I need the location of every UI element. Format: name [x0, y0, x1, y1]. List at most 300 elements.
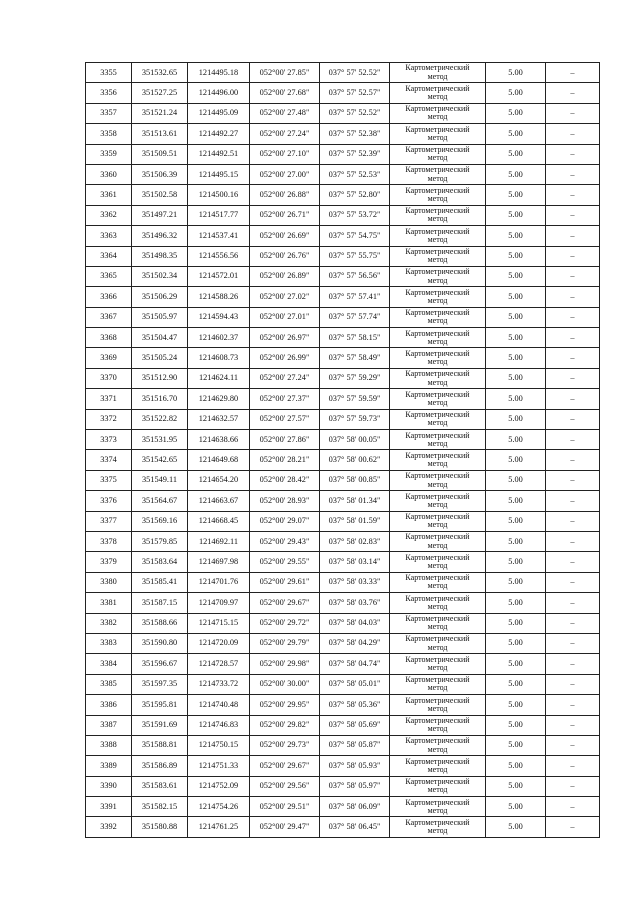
method-label-line1: Картометрический	[405, 287, 470, 297]
latitude-cell: 052°00' 27.68"	[250, 83, 320, 103]
method-label-line1: Картометрический	[405, 145, 470, 155]
note-cell: –	[546, 695, 600, 715]
table-row	[86, 389, 600, 409]
longitude-cell: 037° 57' 52.57"	[320, 83, 390, 103]
method-label-line2: метод	[427, 357, 448, 367]
method-label-line2: метод	[427, 561, 448, 571]
longitude-cell: 037° 57' 52.52"	[320, 63, 390, 83]
method-label-line1: Картометрический	[405, 226, 470, 236]
point-number-cell: 3380	[86, 572, 132, 592]
note-cell: –	[546, 185, 600, 205]
y-coordinate-cell: 1214751.33	[188, 756, 250, 776]
latitude-cell: 052°00' 29.98"	[250, 654, 320, 674]
x-coordinate-cell: 351588.66	[132, 613, 188, 633]
point-number-cell: 3392	[86, 817, 132, 837]
latitude-cell: 052°00' 29.82"	[250, 715, 320, 735]
point-number-cell: 3369	[86, 348, 132, 368]
longitude-cell: 037° 58' 03.76"	[320, 593, 390, 613]
method-label-line1: Картометрический	[405, 410, 470, 420]
y-coordinate-cell: 1214761.25	[188, 817, 250, 837]
table-row	[86, 470, 600, 490]
accuracy-cell: 5.00	[486, 205, 546, 225]
longitude-cell: 037° 57' 59.73"	[320, 409, 390, 429]
latitude-cell: 052°00' 28.42"	[250, 470, 320, 490]
table-row	[86, 124, 600, 144]
longitude-cell: 037° 58' 01.34"	[320, 491, 390, 511]
longitude-cell: 037° 58' 03.33"	[320, 572, 390, 592]
y-coordinate-cell: 1214632.57	[188, 409, 250, 429]
table-row	[86, 797, 600, 817]
point-number-cell: 3376	[86, 491, 132, 511]
method-label-line1: Картометрический	[405, 614, 470, 624]
longitude-cell: 037° 57' 56.56"	[320, 266, 390, 286]
longitude-cell: 037° 57' 52.80"	[320, 185, 390, 205]
latitude-cell: 052°00' 27.01"	[250, 307, 320, 327]
latitude-cell: 052°00' 29.95"	[250, 695, 320, 715]
latitude-cell: 052°00' 26.71"	[250, 205, 320, 225]
method-label-line1: Картометрический	[405, 389, 470, 399]
method-label-line1: Картометрический	[405, 552, 470, 562]
method-label-line1: Картометрический	[405, 491, 470, 501]
method-label-line1: Картометрический	[405, 165, 470, 175]
longitude-cell: 037° 57' 52.38"	[320, 124, 390, 144]
y-coordinate-cell: 1214663.67	[188, 491, 250, 511]
longitude-cell: 037° 58' 02.83"	[320, 531, 390, 551]
y-coordinate-cell: 1214594.43	[188, 307, 250, 327]
y-coordinate-cell: 1214537.41	[188, 226, 250, 246]
method-cell	[390, 307, 486, 327]
table-row	[86, 776, 600, 796]
table-row	[86, 144, 600, 164]
latitude-cell: 052°00' 29.67"	[250, 593, 320, 613]
method-label-line2: метод	[427, 540, 448, 550]
coordinates-table	[85, 62, 600, 838]
point-number-cell: 3364	[86, 246, 132, 266]
point-number-cell: 3363	[86, 226, 132, 246]
method-cell	[390, 633, 486, 653]
latitude-cell: 052°00' 26.88"	[250, 185, 320, 205]
y-coordinate-cell: 1214495.09	[188, 103, 250, 123]
accuracy-cell: 5.00	[486, 715, 546, 735]
table-row	[86, 409, 600, 429]
y-coordinate-cell: 1214728.57	[188, 654, 250, 674]
point-number-cell: 3381	[86, 593, 132, 613]
table-row	[86, 491, 600, 511]
accuracy-cell: 5.00	[486, 450, 546, 470]
x-coordinate-cell: 351513.61	[132, 124, 188, 144]
method-cell	[390, 695, 486, 715]
point-number-cell: 3373	[86, 430, 132, 450]
latitude-cell: 052°00' 26.99"	[250, 348, 320, 368]
table-row	[86, 430, 600, 450]
note-cell: –	[546, 756, 600, 776]
table-row	[86, 226, 600, 246]
accuracy-cell: 5.00	[486, 695, 546, 715]
note-cell: –	[546, 430, 600, 450]
method-label-line2: метод	[427, 499, 448, 509]
note-cell: –	[546, 776, 600, 796]
method-label-line2: метод	[427, 601, 448, 611]
method-label-line1: Картометрический	[405, 573, 470, 583]
y-coordinate-cell: 1214701.76	[188, 572, 250, 592]
longitude-cell: 037° 58' 05.69"	[320, 715, 390, 735]
accuracy-cell: 5.00	[486, 409, 546, 429]
y-coordinate-cell: 1214602.37	[188, 328, 250, 348]
latitude-cell: 052°00' 27.24"	[250, 368, 320, 388]
x-coordinate-cell: 351569.16	[132, 511, 188, 531]
method-cell	[390, 164, 486, 184]
point-number-cell: 3382	[86, 613, 132, 633]
y-coordinate-cell: 1214746.83	[188, 715, 250, 735]
latitude-cell: 052°00' 28.21"	[250, 450, 320, 470]
method-label-line2: метод	[427, 234, 448, 244]
note-cell: –	[546, 613, 600, 633]
accuracy-cell: 5.00	[486, 756, 546, 776]
note-cell: –	[546, 164, 600, 184]
y-coordinate-cell: 1214495.15	[188, 164, 250, 184]
x-coordinate-cell: 351532.65	[132, 63, 188, 83]
longitude-cell: 037° 57' 59.29"	[320, 368, 390, 388]
method-cell	[390, 103, 486, 123]
accuracy-cell: 5.00	[486, 246, 546, 266]
point-number-cell: 3379	[86, 552, 132, 572]
method-label-line1: Картометрический	[405, 715, 470, 725]
longitude-cell: 037° 58' 04.29"	[320, 633, 390, 653]
latitude-cell: 052°00' 26.97"	[250, 328, 320, 348]
note-cell: –	[546, 348, 600, 368]
method-cell	[390, 511, 486, 531]
latitude-cell: 052°00' 26.76"	[250, 246, 320, 266]
method-cell	[390, 756, 486, 776]
note-cell: –	[546, 491, 600, 511]
x-coordinate-cell: 351527.25	[132, 83, 188, 103]
method-cell	[390, 552, 486, 572]
y-coordinate-cell: 1214492.51	[188, 144, 250, 164]
note-cell: –	[546, 83, 600, 103]
method-label-line1: Картометрический	[405, 512, 470, 522]
point-number-cell: 3383	[86, 633, 132, 653]
method-cell	[390, 348, 486, 368]
method-cell	[390, 450, 486, 470]
x-coordinate-cell: 351521.24	[132, 103, 188, 123]
x-coordinate-cell: 351531.95	[132, 430, 188, 450]
longitude-cell: 037° 57' 57.74"	[320, 307, 390, 327]
method-label-line2: метод	[427, 581, 448, 591]
y-coordinate-cell: 1214668.45	[188, 511, 250, 531]
point-number-cell: 3355	[86, 63, 132, 83]
y-coordinate-cell: 1214709.97	[188, 593, 250, 613]
y-coordinate-cell: 1214740.48	[188, 695, 250, 715]
accuracy-cell: 5.00	[486, 593, 546, 613]
method-cell	[390, 470, 486, 490]
table-row	[86, 613, 600, 633]
table-row	[86, 511, 600, 531]
point-number-cell: 3361	[86, 185, 132, 205]
y-coordinate-cell: 1214720.09	[188, 633, 250, 653]
y-coordinate-cell: 1214715.15	[188, 613, 250, 633]
table-row	[86, 348, 600, 368]
method-label-line2: метод	[427, 295, 448, 305]
method-label-line2: метод	[427, 764, 448, 774]
point-number-cell: 3365	[86, 266, 132, 286]
point-number-cell: 3358	[86, 124, 132, 144]
note-cell: –	[546, 817, 600, 837]
longitude-cell: 037° 58' 05.93"	[320, 756, 390, 776]
accuracy-cell: 5.00	[486, 103, 546, 123]
note-cell: –	[546, 63, 600, 83]
x-coordinate-cell: 351585.41	[132, 572, 188, 592]
point-number-cell: 3372	[86, 409, 132, 429]
y-coordinate-cell: 1214572.01	[188, 266, 250, 286]
method-label-line2: метод	[427, 173, 448, 183]
y-coordinate-cell: 1214692.11	[188, 531, 250, 551]
y-coordinate-cell: 1214750.15	[188, 735, 250, 755]
method-cell	[390, 328, 486, 348]
method-label-line2: метод	[427, 112, 448, 122]
longitude-cell: 037° 58' 06.45"	[320, 817, 390, 837]
note-cell: –	[546, 715, 600, 735]
method-label-line2: метод	[427, 805, 448, 815]
note-cell: –	[546, 450, 600, 470]
table-row	[86, 531, 600, 551]
accuracy-cell: 5.00	[486, 552, 546, 572]
table-row	[86, 817, 600, 837]
accuracy-cell: 5.00	[486, 328, 546, 348]
latitude-cell: 052°00' 26.69"	[250, 226, 320, 246]
method-label-line1: Картометрический	[405, 654, 470, 664]
accuracy-cell: 5.00	[486, 389, 546, 409]
accuracy-cell: 5.00	[486, 572, 546, 592]
method-label-line1: Картометрический	[405, 777, 470, 787]
method-label-line1: Картометрический	[405, 532, 470, 542]
latitude-cell: 052°00' 27.00"	[250, 164, 320, 184]
x-coordinate-cell: 351504.47	[132, 328, 188, 348]
method-label-line2: метод	[427, 316, 448, 326]
method-cell	[390, 797, 486, 817]
note-cell: –	[546, 654, 600, 674]
point-number-cell: 3375	[86, 470, 132, 490]
table-row	[86, 164, 600, 184]
table-row	[86, 246, 600, 266]
y-coordinate-cell: 1214638.66	[188, 430, 250, 450]
note-cell: –	[546, 328, 600, 348]
x-coordinate-cell: 351591.69	[132, 715, 188, 735]
latitude-cell: 052°00' 27.48"	[250, 103, 320, 123]
table-row	[86, 368, 600, 388]
method-label-line2: метод	[427, 622, 448, 632]
method-cell	[390, 715, 486, 735]
longitude-cell: 037° 58' 00.85"	[320, 470, 390, 490]
method-cell	[390, 430, 486, 450]
note-cell: –	[546, 287, 600, 307]
x-coordinate-cell: 351509.51	[132, 144, 188, 164]
point-number-cell: 3390	[86, 776, 132, 796]
accuracy-cell: 5.00	[486, 491, 546, 511]
note-cell: –	[546, 797, 600, 817]
method-cell	[390, 226, 486, 246]
method-label-line2: метод	[427, 479, 448, 489]
table-row	[86, 552, 600, 572]
table-row	[86, 185, 600, 205]
accuracy-cell: 5.00	[486, 633, 546, 653]
point-number-cell: 3374	[86, 450, 132, 470]
point-number-cell: 3387	[86, 715, 132, 735]
method-label-line2: метод	[427, 71, 448, 81]
x-coordinate-cell: 351506.39	[132, 164, 188, 184]
y-coordinate-cell: 1214754.26	[188, 797, 250, 817]
point-number-cell: 3385	[86, 674, 132, 694]
y-coordinate-cell: 1214654.20	[188, 470, 250, 490]
latitude-cell: 052°00' 27.57"	[250, 409, 320, 429]
method-label-line2: метод	[427, 194, 448, 204]
method-label-line1: Картометрический	[405, 797, 470, 807]
accuracy-cell: 5.00	[486, 226, 546, 246]
y-coordinate-cell: 1214492.27	[188, 124, 250, 144]
point-number-cell: 3367	[86, 307, 132, 327]
method-cell	[390, 817, 486, 837]
accuracy-cell: 5.00	[486, 511, 546, 531]
x-coordinate-cell: 351498.35	[132, 246, 188, 266]
longitude-cell: 037° 58' 06.09"	[320, 797, 390, 817]
y-coordinate-cell: 1214556.56	[188, 246, 250, 266]
method-label-line2: метод	[427, 785, 448, 795]
note-cell: –	[546, 552, 600, 572]
longitude-cell: 037° 57' 58.15"	[320, 328, 390, 348]
accuracy-cell: 5.00	[486, 776, 546, 796]
accuracy-cell: 5.00	[486, 63, 546, 83]
method-label-line1: Картометрический	[405, 369, 470, 379]
x-coordinate-cell: 351549.11	[132, 470, 188, 490]
point-number-cell: 3371	[86, 389, 132, 409]
latitude-cell: 052°00' 29.55"	[250, 552, 320, 572]
accuracy-cell: 5.00	[486, 430, 546, 450]
method-label-line1: Картометрический	[405, 430, 470, 440]
method-label-line2: метод	[427, 703, 448, 713]
x-coordinate-cell: 351595.81	[132, 695, 188, 715]
longitude-cell: 037° 58' 03.14"	[320, 552, 390, 572]
x-coordinate-cell: 351496.32	[132, 226, 188, 246]
latitude-cell: 052°00' 27.02"	[250, 287, 320, 307]
table-row	[86, 593, 600, 613]
latitude-cell: 052°00' 29.67"	[250, 756, 320, 776]
table-row	[86, 654, 600, 674]
latitude-cell: 052°00' 29.07"	[250, 511, 320, 531]
y-coordinate-cell: 1214733.72	[188, 674, 250, 694]
x-coordinate-cell: 351583.61	[132, 776, 188, 796]
method-label-line2: метод	[427, 153, 448, 163]
method-label-line1: Картометрический	[405, 104, 470, 114]
method-label-line1: Картометрический	[405, 206, 470, 216]
method-label-line1: Картометрический	[405, 185, 470, 195]
longitude-cell: 037° 58' 05.36"	[320, 695, 390, 715]
y-coordinate-cell: 1214495.18	[188, 63, 250, 83]
method-label-line1: Картометрический	[405, 471, 470, 481]
longitude-cell: 037° 58' 04.74"	[320, 654, 390, 674]
table-row	[86, 266, 600, 286]
longitude-cell: 037° 58' 05.97"	[320, 776, 390, 796]
accuracy-cell: 5.00	[486, 797, 546, 817]
latitude-cell: 052°00' 29.72"	[250, 613, 320, 633]
note-cell: –	[546, 144, 600, 164]
table-row	[86, 287, 600, 307]
table-body	[86, 63, 600, 838]
latitude-cell: 052°00' 26.89"	[250, 266, 320, 286]
table-row	[86, 307, 600, 327]
x-coordinate-cell: 351596.67	[132, 654, 188, 674]
table-row	[86, 735, 600, 755]
method-cell	[390, 185, 486, 205]
method-label-line2: метод	[427, 377, 448, 387]
table-row	[86, 695, 600, 715]
x-coordinate-cell: 351590.80	[132, 633, 188, 653]
x-coordinate-cell: 351587.15	[132, 593, 188, 613]
x-coordinate-cell: 351586.89	[132, 756, 188, 776]
method-label-line2: метод	[427, 520, 448, 530]
y-coordinate-cell: 1214588.26	[188, 287, 250, 307]
method-label-line2: метод	[427, 642, 448, 652]
point-number-cell: 3368	[86, 328, 132, 348]
latitude-cell: 052°00' 29.61"	[250, 572, 320, 592]
method-label-line2: метод	[427, 663, 448, 673]
table-row	[86, 633, 600, 653]
table-row	[86, 756, 600, 776]
longitude-cell: 037° 57' 54.75"	[320, 226, 390, 246]
method-label-line1: Картометрический	[405, 124, 470, 134]
note-cell: –	[546, 593, 600, 613]
method-cell	[390, 735, 486, 755]
method-cell	[390, 593, 486, 613]
note-cell: –	[546, 511, 600, 531]
table-row	[86, 205, 600, 225]
method-label-line1: Картометрический	[405, 328, 470, 338]
x-coordinate-cell: 351579.85	[132, 531, 188, 551]
point-number-cell: 3388	[86, 735, 132, 755]
y-coordinate-cell: 1214752.09	[188, 776, 250, 796]
longitude-cell: 037° 58' 05.01"	[320, 674, 390, 694]
point-number-cell: 3366	[86, 287, 132, 307]
method-cell	[390, 776, 486, 796]
longitude-cell: 037° 57' 52.39"	[320, 144, 390, 164]
x-coordinate-cell: 351505.24	[132, 348, 188, 368]
y-coordinate-cell: 1214500.16	[188, 185, 250, 205]
latitude-cell: 052°00' 27.85"	[250, 63, 320, 83]
latitude-cell: 052°00' 27.24"	[250, 124, 320, 144]
x-coordinate-cell: 351502.58	[132, 185, 188, 205]
table-row	[86, 715, 600, 735]
y-coordinate-cell: 1214496.00	[188, 83, 250, 103]
x-coordinate-cell: 351522.82	[132, 409, 188, 429]
method-cell	[390, 654, 486, 674]
longitude-cell: 037° 57' 53.72"	[320, 205, 390, 225]
method-label-line2: метод	[427, 826, 448, 836]
table-row	[86, 572, 600, 592]
latitude-cell: 052°00' 29.43"	[250, 531, 320, 551]
note-cell: –	[546, 124, 600, 144]
note-cell: –	[546, 409, 600, 429]
method-label-line2: метод	[427, 255, 448, 265]
method-label-line1: Картометрический	[405, 63, 470, 73]
method-cell	[390, 674, 486, 694]
method-label-line2: метод	[427, 275, 448, 285]
x-coordinate-cell: 351542.65	[132, 450, 188, 470]
point-number-cell: 3384	[86, 654, 132, 674]
method-cell	[390, 144, 486, 164]
point-number-cell: 3378	[86, 531, 132, 551]
latitude-cell: 052°00' 28.93"	[250, 491, 320, 511]
method-cell	[390, 613, 486, 633]
point-number-cell: 3370	[86, 368, 132, 388]
x-coordinate-cell: 351597.35	[132, 674, 188, 694]
